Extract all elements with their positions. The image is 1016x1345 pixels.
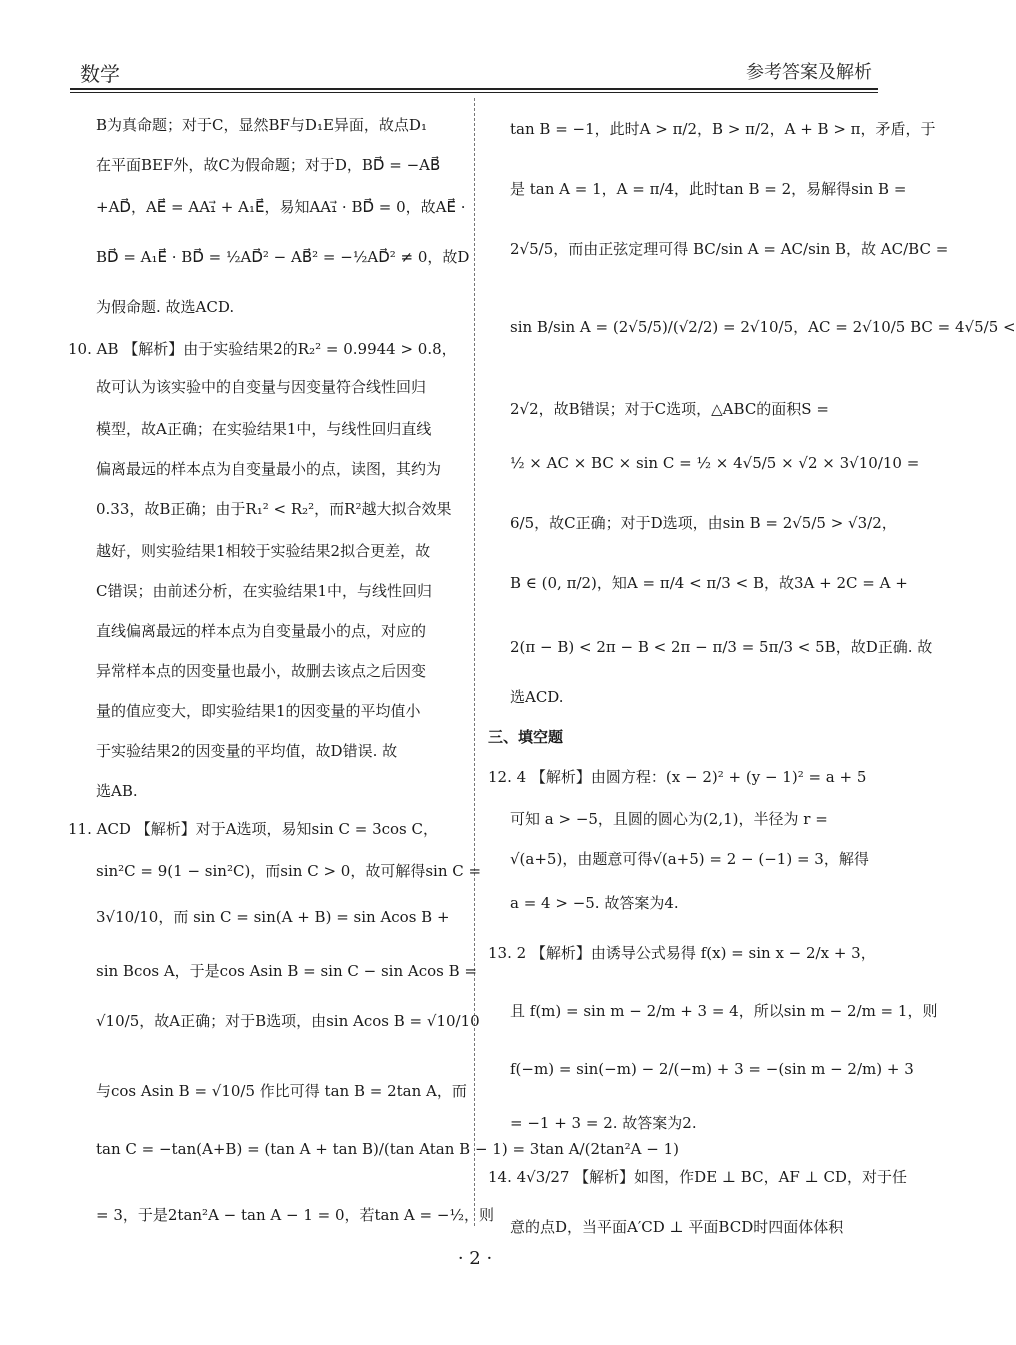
header-rule-thick (70, 88, 878, 90)
right_column-line: ½ × AC × BC × sin C = ½ × 4√5/5 × √2 × 3√10/10 = (510, 454, 920, 472)
left_column-line: 11. ACD 【解析】对于A选项，易知sin C = 3cos C， (68, 820, 438, 838)
left_column-line: +AD⃗，AE⃗ = AA₁⃗ + A₁E⃗，易知AA₁⃗ · BD⃗ = 0，故AE⃗ · (96, 198, 466, 216)
left_column-line: 与cos Asin B = √10/5 作比可得 tan B = 2tan A，而 (96, 1082, 467, 1100)
left_column-line: 在平面BEF外，故C为假命题；对于D，BD⃗ = −AB⃗ (96, 156, 441, 174)
right_column-line: 且 f(m) = sin m − 2/m + 3 = 4，所以sin m − 2/m = 1，则 (510, 1002, 938, 1020)
right_column-line: 13. 2 【解析】由诱导公式易得 f(x) = sin x − 2/x + 3， (488, 944, 876, 962)
left_column-line: 0.33，故B正确；由于R₁² < R₂²，而R²越大拟合效果 (96, 500, 452, 518)
left_column-line: 为假命题. 故选ACD. (96, 298, 235, 316)
left_column-line: BD⃗ = A₁E⃗ · BD⃗ = ½AD⃗² − AB⃗² = −½AD⃗² ≠ 0，故D (96, 248, 470, 266)
left_column-line: 偏离最远的样本点为自变量最小的点，读图，其约为 (96, 460, 442, 478)
left_column-line: sin²C = 9(1 − sin²C)，而sin C > 0，故可解得sin C = (96, 862, 482, 880)
header-rule-thin (70, 92, 878, 93)
right_column-line: 14. 4√3/27 【解析】如图，作DE ⊥ BC，AF ⊥ CD，对于任 (488, 1168, 907, 1186)
left_column-line: 3√10/10，而 sin C = sin(A + B) = sin Acos B + (96, 908, 450, 926)
right_column-line: f(−m) = sin(−m) − 2/(−m) + 3 = −(sin m − 2/m) + 3 (510, 1060, 914, 1078)
right_column-line: sin B/sin A = (2√5/5)/(√2/2) = 2√10/5，AC = 2√10/5 BC = 4√5/5 < (510, 318, 1016, 336)
right_column-line: 三、填空题 (488, 728, 564, 746)
right_column-line: 6/5，故C正确；对于D选项，由sin B = 2√5/5 > √3/2， (510, 514, 897, 532)
right_column-line: = −1 + 3 = 2. 故答案为2. (510, 1114, 697, 1132)
subject-title: 数学 (80, 62, 120, 86)
right_column-line: 2(π − B) < 2π − B < 2π − π/3 = 5π/3 < 5B，故D正确. 故 (510, 638, 933, 656)
left_column-line: 异常样本点的因变量也最小，故删去该点之后因变 (96, 662, 427, 680)
left_column-line: B为真命题；对于C，显然BF与D₁E异面，故点D₁ (96, 116, 427, 134)
page-number: · 2 · (457, 1248, 493, 1269)
left_column-line: 直线偏离最远的样本点为自变量最小的点，对应的 (96, 622, 427, 640)
column-divider (474, 98, 475, 1226)
right_column-line: 可知 a > −5，且圆的圆心为(2,1)，半径为 r = (510, 810, 828, 828)
left_column-line: 越好，则实验结果1相较于实验结果2拟合更差，故 (96, 542, 431, 560)
right_column-line: B ∈ (0, π/2)，知A = π/4 < π/3 < B，故3A + 2C = A + (510, 574, 908, 592)
right_column-line: 是 tan A = 1，A = π/4，此时tan B = 2，易解得sin B = (510, 180, 907, 198)
section-title: 参考答案及解析 (746, 62, 872, 83)
right_column-line: a = 4 > −5. 故答案为4. (510, 894, 679, 912)
left_column-line: 选AB. (96, 782, 138, 800)
left_column-line: = 3，于是2tan²A − tan A − 1 = 0，若tan A = −½，则 (96, 1206, 494, 1224)
left_column-line: 10. AB 【解析】由于实验结果2的R₂² = 0.9944 > 0.8， (68, 340, 457, 358)
right_column-line: 2√2，故B错误；对于C选项，△ABC的面积S = (510, 400, 829, 418)
left_column-line: √10/5，故A正确；对于B选项，由sin Acos B = √10/10 (96, 1012, 480, 1030)
right_column-line: √(a+5)，由题意可得√(a+5) = 2 − (−1) = 3，解得 (510, 850, 869, 868)
left_column-line: sin Bcos A，于是cos Asin B = sin C − sin Acos B = (96, 962, 477, 980)
left_column-line: 于实验结果2的因变量的平均值，故D错误. 故 (96, 742, 398, 760)
left_column-line: tan C = −tan(A+B) = (tan A + tan B)/(tan Atan B − 1) = 3tan A/(2tan²A − 1) (96, 1140, 679, 1158)
right_column-line: 意的点D，当平面A′CD ⊥ 平面BCD时四面体体积 (510, 1218, 844, 1236)
right_column-line: 12. 4 【解析】由圆方程：(x − 2)² + (y − 1)² = a + 5 (488, 768, 867, 786)
left_column-line: 故可认为该实验中的自变量与因变量符合线性回归 (96, 378, 427, 396)
right_column-line: 2√5/5，而由正弦定理可得 BC/sin A = AC/sin B，故 AC/BC = (510, 240, 949, 258)
left_column-line: C错误；由前述分析，在实验结果1中，与线性回归 (96, 582, 433, 600)
right_column-line: tan B = −1，此时A > π/2，B > π/2，A + B > π，矛盾，于 (510, 120, 936, 138)
left_column-line: 量的值应变大，即实验结果1的因变量的平均值小 (96, 702, 421, 720)
page-header (70, 52, 880, 88)
left_column-line: 模型，故A正确；在实验结果1中，与线性回归直线 (96, 420, 432, 438)
right_column-line: 选ACD. (510, 688, 564, 706)
